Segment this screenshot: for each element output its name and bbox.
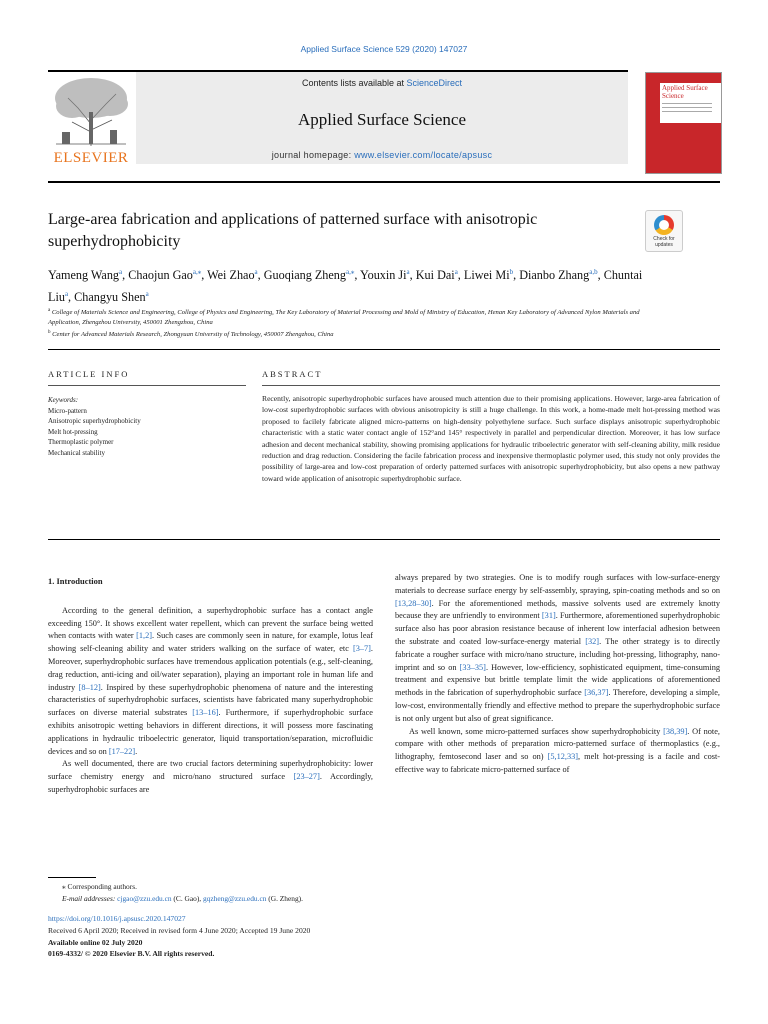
keywords-label: Keywords: — [48, 396, 79, 404]
keywords-block — [48, 395, 246, 458]
author-separator: , — [257, 268, 264, 283]
journal-name: Applied Surface Science — [297, 110, 467, 129]
citation-link[interactable]: [32] — [585, 636, 600, 646]
email-owner-gao: (C. Gao), — [171, 893, 203, 903]
body-paragraph: As well documented, there are two crucial factors determining superhydrophobicity: lower surface chemistry energy and micro/nano structured surface [23–27]. Accordingly, superhydrophobic surfaces are — [48, 759, 373, 794]
author-affiliation-marker[interactable]: a,⁎ — [346, 268, 355, 276]
abstract-rule — [262, 385, 720, 386]
author-name[interactable]: Changyu Shen — [74, 290, 146, 305]
email-label: E-mail addresses: — [62, 893, 118, 903]
email-addresses — [48, 893, 648, 905]
author-name[interactable]: Wei Zhao — [207, 268, 255, 283]
keyword-item: Mechanical stability — [48, 448, 105, 457]
author-name[interactable]: Chuntai Liu — [48, 268, 643, 305]
author-affiliation-marker[interactable]: a — [454, 268, 458, 276]
affiliation-text: Center for Advanced Materials Research, Zhongyuan University of Technology, 450007 Zhengzhou, China — [50, 331, 334, 339]
cover-title: Applied Surface Science — [662, 84, 708, 100]
email-link-zheng[interactable]: gqzheng@zzu.edu.cn — [202, 893, 267, 903]
author-affiliation-marker[interactable]: a,b — [589, 268, 598, 276]
citation-link[interactable]: [13–16] — [192, 708, 219, 718]
author-list — [48, 263, 648, 307]
keyword-item: Anisotropic superhydrophobicity — [48, 417, 141, 425]
corresponding-author-note: ⁎ Corresponding authors. — [62, 882, 137, 891]
abstract-text: Recently, anisotropic superhydrophobic surfaces have aroused much attention due to their promising applications. However, large-area fabrication of low-cost superhydrophobic surfaces with obvious anisotropicity is still a huge challenge. In this work, a home-made melt hot-pressing method was proposed to facilely fabricate aligned micro-patterns on high-density polyethylene surface. Such surface displays anisotropic superhydrophobic characteristic with a static water contact angle of 152°and 145° respectively in parallel and perpendicular direction. Moreover, it has low surface adhesion and decent mechanical stability, showing promising applications for hydraulic triboelectric generator with self-cleaning ability, milk residue reduction and drag reduction. Considering the facile fabrication process and inexpensive thermoplastic polymer used, this study not only provides the possibility of large-area and low-cost preparation of orderly patterned surfaces with anisotropic superhydrophobicity, but also opens a new pathway toward wide application of anisotropic superhydrophobic surface. — [262, 394, 720, 483]
body-paragraph: always prepared by two strategies. One is to modify rough surfaces with low-surface-energy materials to decrease surface energy by self-assembly, spraying, spin-coating methods and so on [13,28–30]. For the aforementioned methods, massive solvents used are extremely knotty because they are unfriendly to environment [31]. Furthermore, aforementioned superhydrophobic surface also has poor abrasion resistance because of inherent low interfacial adhesion between the substrate and coated low-surface-energy material [32]. The other strategy is to directly fabricate a rougher surface with micro/nano structure, including hot-pressing, lithography, nano-imprint and so on [33–35]. However, low-efficiency, sophisticated equipment, time-consuming treatment and expensive but brittle template limit the wide applications of aforementioned methods in the fabrication of superhydrophobic surface [36,37]. Therefore, developing a simple, low-cost, environmentally friendly and effective method to prepare the superhydrophobic surface is not only urgent but also of great significance. — [395, 573, 720, 723]
citation-link[interactable]: [31] — [541, 611, 556, 621]
citation-link[interactable]: [36,37] — [584, 688, 609, 698]
affiliation-rule — [48, 349, 720, 350]
author-affiliation-marker[interactable]: a — [406, 268, 410, 276]
email-link-gao[interactable]: cjgao@zzu.edu.cn — [117, 893, 172, 903]
keyword-item: Melt hot-pressing — [48, 427, 98, 436]
author-separator: , — [513, 268, 520, 283]
journal-reference-link[interactable]: Applied Surface Science 529 (2020) 147027 — [300, 44, 468, 54]
affiliation-item — [48, 306, 648, 328]
contents-availability-line — [136, 78, 628, 88]
citation-link[interactable]: [13,28–30] — [395, 598, 432, 608]
author-affiliation-marker[interactable]: a — [119, 268, 123, 276]
author-separator: , — [354, 268, 361, 283]
body-column-left — [48, 575, 373, 797]
keyword-item: Thermoplastic polymer — [48, 438, 114, 446]
citation-link[interactable]: [1,2] — [136, 631, 152, 641]
author-name[interactable]: Yameng Wang — [48, 268, 120, 283]
affiliation-marker: a — [48, 308, 51, 313]
sciencedirect-link[interactable]: ScienceDirect — [406, 78, 463, 88]
abstract-heading: ABSTRACT — [262, 369, 323, 379]
author-affiliation-marker[interactable]: a — [254, 268, 258, 276]
publication-info — [48, 913, 648, 960]
body-column-right — [395, 572, 720, 777]
author-name[interactable]: Chaojun Gao — [128, 268, 193, 283]
cover-text-lines — [662, 103, 712, 115]
citation-link[interactable]: [5,12,33] — [547, 752, 579, 762]
header-bottom-rule — [48, 181, 720, 183]
crossmark-check-for-updates-button[interactable] — [645, 210, 683, 252]
affiliation-text: College of Materials Science and Engineering, College of Physics and Engineering, The Key Laboratory of Material Processing and Mold of Ministry of Education, Henan Key Laboratory of Advanced Nylon Materials and Application, Zhengzhou University, 450001 Zhengzhou, China — [48, 309, 640, 327]
article-info-heading: ARTICLE INFO — [48, 369, 130, 379]
homepage-label: journal homepage: — [271, 150, 355, 160]
author-affiliation-marker[interactable]: b — [509, 268, 514, 276]
author-affiliation-marker[interactable]: a,⁎ — [192, 268, 202, 276]
author-affiliation-marker[interactable]: a — [145, 290, 149, 299]
homepage-link[interactable]: www.elsevier.com/locate/apsusc — [354, 150, 493, 160]
keyword-item: Micro-pattern — [48, 406, 87, 415]
author-name[interactable]: Youxin Ji — [360, 268, 407, 283]
author-name[interactable]: Liwei Mi — [463, 268, 510, 283]
affiliation-marker: b — [48, 330, 51, 336]
author-separator: , — [68, 290, 75, 305]
doi-link[interactable]: https://doi.org/10.1016/j.apsusc.2020.147027 — [48, 914, 186, 923]
author-affiliation-marker[interactable]: a — [64, 290, 69, 299]
footnote-rule — [48, 877, 96, 878]
email-owner-zheng: (G. Zheng). — [266, 893, 303, 903]
article-title: Large-area fabrication and applications of patterned surface with anisotropic superhydrophobicity — [48, 211, 538, 250]
author-separator: , — [201, 268, 208, 283]
affiliations — [48, 306, 648, 340]
affiliation-item — [48, 328, 648, 340]
author-separator: , — [409, 268, 416, 283]
abstract-bottom-rule — [48, 539, 720, 540]
crossmark-label: Check for updates — [653, 236, 675, 248]
crossmark-icon-center — [659, 220, 669, 230]
journal-homepage-line — [136, 150, 628, 160]
citation-link[interactable]: [33–35] — [459, 662, 486, 672]
crossmark-icon — [654, 215, 674, 235]
journal-cover-thumbnail[interactable] — [645, 72, 722, 174]
author-name[interactable]: Kui Dai — [415, 268, 455, 283]
citation-link[interactable]: [8–12] — [78, 682, 101, 692]
author-separator: , — [122, 268, 129, 283]
received-dates: Received 6 April 2020; Received in revised form 4 June 2020; Accepted 19 June 2020 — [48, 925, 311, 935]
body-paragraph: As well known, some micro-patterned surfaces show superhydrophobicity [38,39]. Of note, compare with other methods of preparation micro-patterned surface of thermoplastics (e.g., lithography, femtosecond laser and so on) [5,12,33], melt hot-pressing is a facile and cost-effective way to fabricate micro-patterned surface of — [395, 726, 721, 774]
author-name[interactable]: Guoqiang Zheng — [263, 268, 346, 283]
citation-link[interactable]: [17–22] — [108, 746, 136, 756]
citation-link[interactable]: [3–7] — [352, 644, 371, 654]
author-separator: , — [597, 268, 604, 283]
citation-link[interactable]: [38,39] — [663, 726, 688, 736]
author-separator: , — [457, 268, 464, 283]
section-heading-introduction: 1. Introduction — [48, 576, 103, 586]
available-online-date: Available online 02 July 2020 — [48, 937, 143, 947]
citation-link[interactable]: [23–27] — [293, 772, 320, 782]
author-name[interactable]: Dianbo Zhang — [519, 268, 590, 283]
footnotes — [48, 881, 648, 904]
body-paragraph: According to the general definition, a superhydrophobic surface has a contact angle exceeding 150°. It shows excellent water repellent, which can prevent the surface being wetted when contacts with water [1,2]. Such cases are commonly seen in nature, for example, lotus leaf showing self-cleaning ability and water striders walking on the surface of water, etc [3–7]. Moreover, superhydrophobic surfaces have tremendous application potentials (e.g., self-cleaning, drag reduction, anti-icing and oil/water separation), playing an important role in human life and industry [8–12]. Inspired by these superhydrophobic phenomena of nature and the interesting characteristics of superhydrophobic surfaces, scientists have fabricated many superhydrophobic surfaces on diverse material substrates [13–16]. Furthermore, if superhydrophobic surface exhibits anisotropic wetting behaviors in different directions, it will possess more fascinating applications in hydraulic triboelectric generator, liquid transportation/separation, microfluidic devices and so on [17–22]. — [48, 605, 373, 756]
copyright-line: 0169-4332/ © 2020 Elsevier B.V. All rights reserved. — [48, 949, 215, 959]
article-info-rule — [48, 385, 246, 386]
contents-prefix: Contents lists available at — [301, 78, 407, 88]
elsevier-wordmark: ELSEVIER — [53, 150, 129, 166]
